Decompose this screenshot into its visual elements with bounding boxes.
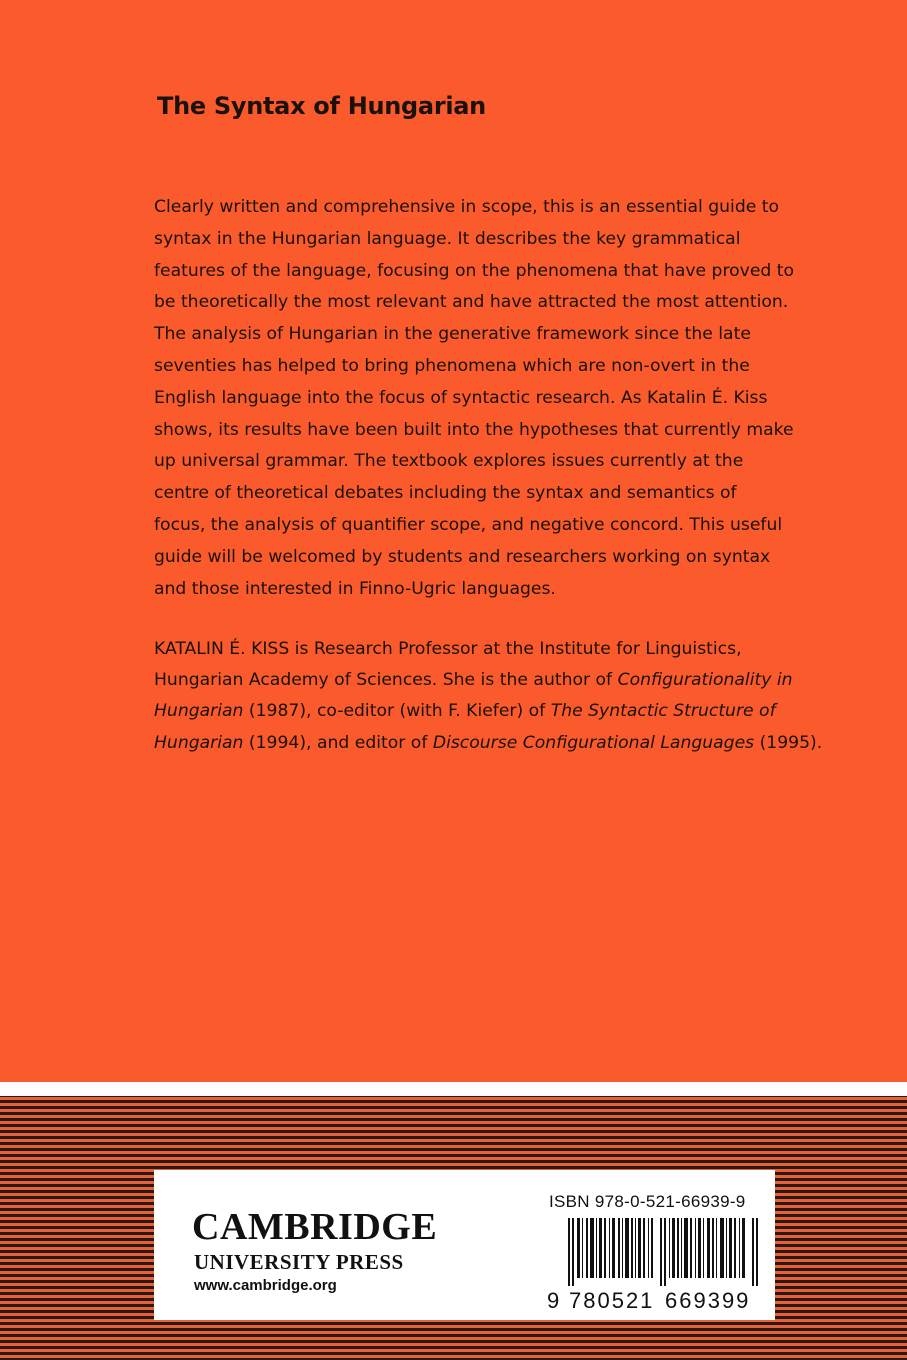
publisher-logo-name: CAMBRIDGE: [192, 1206, 438, 1248]
barcode-digits: [547, 1288, 767, 1316]
bio-book-title: The Syntactic Structure of: [550, 701, 776, 722]
bio-line: [154, 696, 834, 727]
description-line: and those interested in Finno-Ugric languages.: [154, 578, 556, 599]
bio-line: [154, 665, 834, 696]
barcode-digit-first: 9: [547, 1288, 560, 1313]
book-title: The Syntax of Hungarian: [157, 92, 486, 120]
description-line: Clearly written and comprehensive in scope, this is an essential guide to: [154, 197, 780, 217]
barcode-digits-left: 780521: [569, 1288, 655, 1313]
description-line: up universal grammar. The textbook explores issues currently at the: [154, 451, 744, 472]
description-line: syntax in the Hungarian language. It describes the key grammatical: [154, 228, 741, 249]
bio-text: Hungarian Academy of Sciences. She is the author of: [154, 670, 618, 691]
bio-book-title: Discourse Configurational Languages: [432, 732, 755, 753]
bio-book-title: Hungarian: [154, 701, 244, 722]
description-line: The analysis of Hungarian in the generative framework since the late: [154, 324, 751, 345]
bio-text: (1987), co-editor (with F. Kiefer) of: [243, 701, 551, 722]
description-line: seventies has helped to bring phenomena which are non-overt in the: [154, 355, 750, 376]
barcode-icon: [568, 1218, 760, 1286]
bio-text: (1995).: [754, 732, 823, 753]
bio-line: [154, 728, 834, 759]
description-line: be theoretically the most relevant and have attracted the most attention.: [154, 292, 789, 313]
description-line: features of the language, focusing on the phenomena that have proved to: [154, 260, 795, 281]
book-description: [154, 192, 834, 605]
publisher-website: www.cambridge.org: [194, 1277, 337, 1294]
author-bio: [154, 634, 834, 759]
description-line: guide will be welcomed by students and researchers working on syntax: [154, 546, 771, 567]
bio-line: KATALIN É. KISS is Research Professor at the Institute for Linguistics,: [154, 639, 742, 659]
white-divider: [0, 1082, 907, 1096]
bio-book-title: Hungarian: [154, 732, 244, 753]
description-line: focus, the analysis of quantifier scope, and negative concord. This useful: [154, 514, 783, 535]
publisher-logo-press: UNIVERSITY PRESS: [194, 1250, 404, 1274]
description-line: shows, its results have been built into the hypotheses that currently make: [154, 419, 794, 440]
description-line: centre of theoretical debates including the syntax and semantics of: [154, 483, 737, 504]
barcode-digits-right: 669399: [665, 1288, 751, 1313]
description-line: English language into the focus of syntactic research. As Katalin É. Kiss: [154, 387, 768, 408]
isbn-label: ISBN 978-0-521-66939-9: [549, 1192, 746, 1211]
publisher-panel: [154, 1170, 775, 1320]
bio-book-title: Configurationality in: [617, 670, 793, 691]
bio-text: (1994), and editor of: [243, 732, 433, 753]
